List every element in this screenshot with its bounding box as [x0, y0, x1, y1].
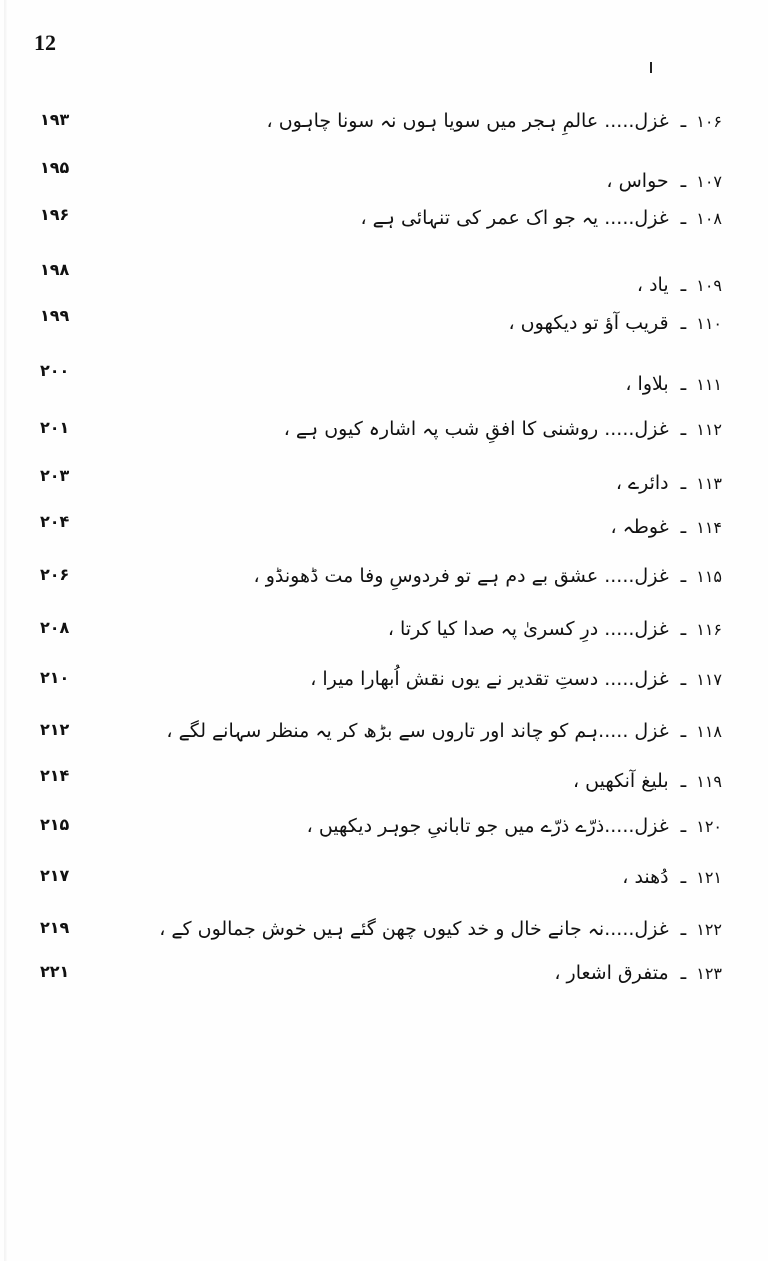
- toc-separator: ـ: [680, 815, 687, 837]
- toc-separator: ـ: [680, 918, 687, 940]
- toc-entry-109: [0, 260, 768, 300]
- toc-entry-text: [637, 274, 722, 296]
- toc-entry-text: [284, 418, 722, 440]
- toc-entry-text: [310, 668, 722, 690]
- toc-page-number: ۲۰۸: [40, 618, 70, 637]
- toc-entry-title: دُھند ،: [622, 866, 669, 888]
- toc-separator: ـ: [680, 962, 687, 984]
- toc-entry-number: ۱۱۵: [696, 567, 722, 586]
- toc-entry-text: [166, 720, 722, 742]
- toc-entry-text: [267, 110, 722, 132]
- toc-entry-title: غزل..... روشنی کا افقِ شب پہ اشارہ کیوں ہے ،: [283, 418, 669, 440]
- toc-entry-111: [0, 361, 768, 401]
- toc-page-number: ۲۰۰: [40, 361, 70, 380]
- toc-separator: ـ: [680, 110, 687, 132]
- toc-entry-number: ۱۲۱: [696, 868, 722, 887]
- toc-entry-118: [0, 720, 768, 760]
- toc-separator: ـ: [680, 170, 687, 192]
- toc-entry-113: [0, 466, 768, 506]
- toc-entry-text: [360, 207, 722, 229]
- toc-entry-text: [606, 170, 722, 192]
- toc-entry-110: [0, 306, 768, 346]
- stray-mark: [650, 62, 652, 73]
- toc-page-number: ۱۹۸: [40, 260, 70, 279]
- toc-separator: ـ: [680, 516, 687, 538]
- toc-entry-title: غزل.....نہ جانے خال و خد کیوں چھن گئے ہیں خوش جمالوں کے ،: [159, 918, 669, 940]
- toc-entry-114: [0, 512, 768, 552]
- toc-page-number: ۱۹۹: [40, 306, 70, 325]
- toc-entry-number: ۱۲۰: [696, 817, 722, 836]
- toc-entry-title: یاد ،: [636, 274, 669, 296]
- toc-entry-107: [0, 158, 768, 198]
- toc-entry-text: [307, 815, 722, 837]
- toc-separator: ـ: [680, 565, 687, 587]
- toc-entry-text: [254, 565, 722, 587]
- toc-entry-title: بلاوا ،: [625, 373, 669, 395]
- toc-entry-title: بلیغ آنکھیں ،: [572, 770, 669, 792]
- toc-page-number: ۱۹۶: [40, 205, 70, 224]
- toc-entry-number: ۱۱۸: [696, 722, 722, 741]
- toc-entry-title: غزل..... یہ جو اک عمر کی تنہائی ہے ،: [360, 207, 669, 229]
- toc-page-number: ۲۰۱: [40, 418, 70, 437]
- toc-entry-text: [625, 373, 722, 395]
- toc-page-number: ۲۱۲: [40, 720, 70, 739]
- toc-page-number: ۱۹۵: [40, 158, 70, 177]
- toc-entry-text: [622, 866, 722, 888]
- toc-entry-122: [0, 918, 768, 958]
- toc-entry-number: ۱۱۳: [696, 474, 722, 493]
- toc-entry-123: [0, 962, 768, 1002]
- toc-entry-title: قریب آؤ تو دیکھوں ،: [508, 312, 669, 334]
- toc-entry-117: [0, 668, 768, 708]
- toc-entry-title: غوطہ ،: [610, 516, 669, 538]
- toc-entry-number: ۱۲۳: [696, 964, 722, 983]
- toc-entry-108: [0, 205, 768, 245]
- toc-separator: ـ: [680, 274, 687, 296]
- toc-entry-title: غزل..... عشق بے دم ہے تو فردوسِ وفا مت ڈھونڈو ،: [253, 565, 669, 587]
- toc-entry-text: [616, 472, 722, 494]
- toc-entry-number: ۱۰۸: [696, 209, 722, 228]
- toc-page-number: ۲۰۶: [40, 565, 70, 584]
- toc-entry-title: غزل..... عالمِ ہجر میں سویا ہوں نہ سونا چاہوں ،: [266, 110, 669, 132]
- toc-separator: ـ: [680, 668, 687, 690]
- toc-page-number: ۲۱۵: [40, 815, 70, 834]
- page-number-folio: 12: [34, 30, 56, 55]
- toc-entry-number: ۱۱۹: [696, 772, 722, 791]
- toc-entry-text: [388, 618, 722, 640]
- toc-entry-title: غزل.....ذرّے ذرّے میں جو تابانیِ جوہر دیکھیں ،: [306, 815, 669, 837]
- toc-entry-text: [573, 770, 722, 792]
- toc-separator: ـ: [680, 866, 687, 888]
- toc-separator: ـ: [680, 720, 687, 742]
- toc-entry-119: [0, 766, 768, 806]
- toc-entry-number: ۱۱۱: [696, 375, 722, 394]
- toc-page-number: ۱۹۳: [40, 110, 70, 129]
- toc-entry-number: ۱۰۷: [696, 172, 722, 191]
- toc-page-number: ۲۲۱: [40, 962, 70, 981]
- toc-page-number: ۲۱۰: [40, 668, 70, 687]
- toc-entry-116: [0, 618, 768, 658]
- toc-entry-number: ۱۱۴: [696, 518, 722, 537]
- toc-entry-number: ۱۱۶: [696, 620, 722, 639]
- toc-entry-115: [0, 565, 768, 605]
- toc-separator: ـ: [680, 770, 687, 792]
- toc-separator: ـ: [680, 472, 687, 494]
- toc-entry-title: حواس ،: [606, 170, 669, 192]
- toc-page-number: ۲۰۳: [40, 466, 70, 485]
- toc-page-number: ۲۰۴: [40, 512, 70, 531]
- toc-entry-title: دائرے ،: [615, 472, 669, 494]
- toc-entry-number: ۱۱۲: [696, 420, 722, 439]
- toc-entry-title: غزل..... درِ کسریٰ پہ صدا کیا کرتا ،: [387, 618, 669, 640]
- toc-separator: ـ: [680, 312, 687, 334]
- toc-page-number: ۲۱۷: [40, 866, 70, 885]
- toc-entry-number: ۱۱۷: [696, 670, 722, 689]
- toc-entry-text: [509, 312, 723, 334]
- toc-entry-120: [0, 815, 768, 855]
- toc-entry-112: [0, 418, 768, 458]
- toc-entry-number: ۱۲۲: [696, 920, 722, 939]
- toc-separator: ـ: [680, 418, 687, 440]
- toc-entry-number: ۱۰۶: [696, 112, 722, 131]
- toc-separator: ـ: [680, 618, 687, 640]
- toc-entry-number: ۱۰۹: [696, 276, 722, 295]
- toc-entry-title: متفرق اشعار ،: [554, 962, 669, 984]
- toc-entry-number: ۱۱۰: [696, 314, 722, 333]
- toc-page-number: ۲۱۹: [40, 918, 70, 937]
- toc-separator: ـ: [680, 373, 687, 395]
- toc-entry-106: [0, 110, 768, 150]
- toc-entry-title: غزل..... دستِ تقدیر نے یوں نقش اُبھارا میرا ،: [310, 668, 669, 690]
- toc-separator: ـ: [680, 207, 687, 229]
- toc-entry-text: [159, 918, 722, 940]
- toc-page-number: ۲۱۴: [40, 766, 70, 785]
- toc-entry-text: [610, 516, 722, 538]
- toc-entry-text: [554, 962, 722, 984]
- toc-entry-title: غزل .....ہم کو چاند اور تاروں سے بڑھ کر یہ منظر سہانے لگے ،: [166, 720, 669, 742]
- toc-entry-121: [0, 866, 768, 906]
